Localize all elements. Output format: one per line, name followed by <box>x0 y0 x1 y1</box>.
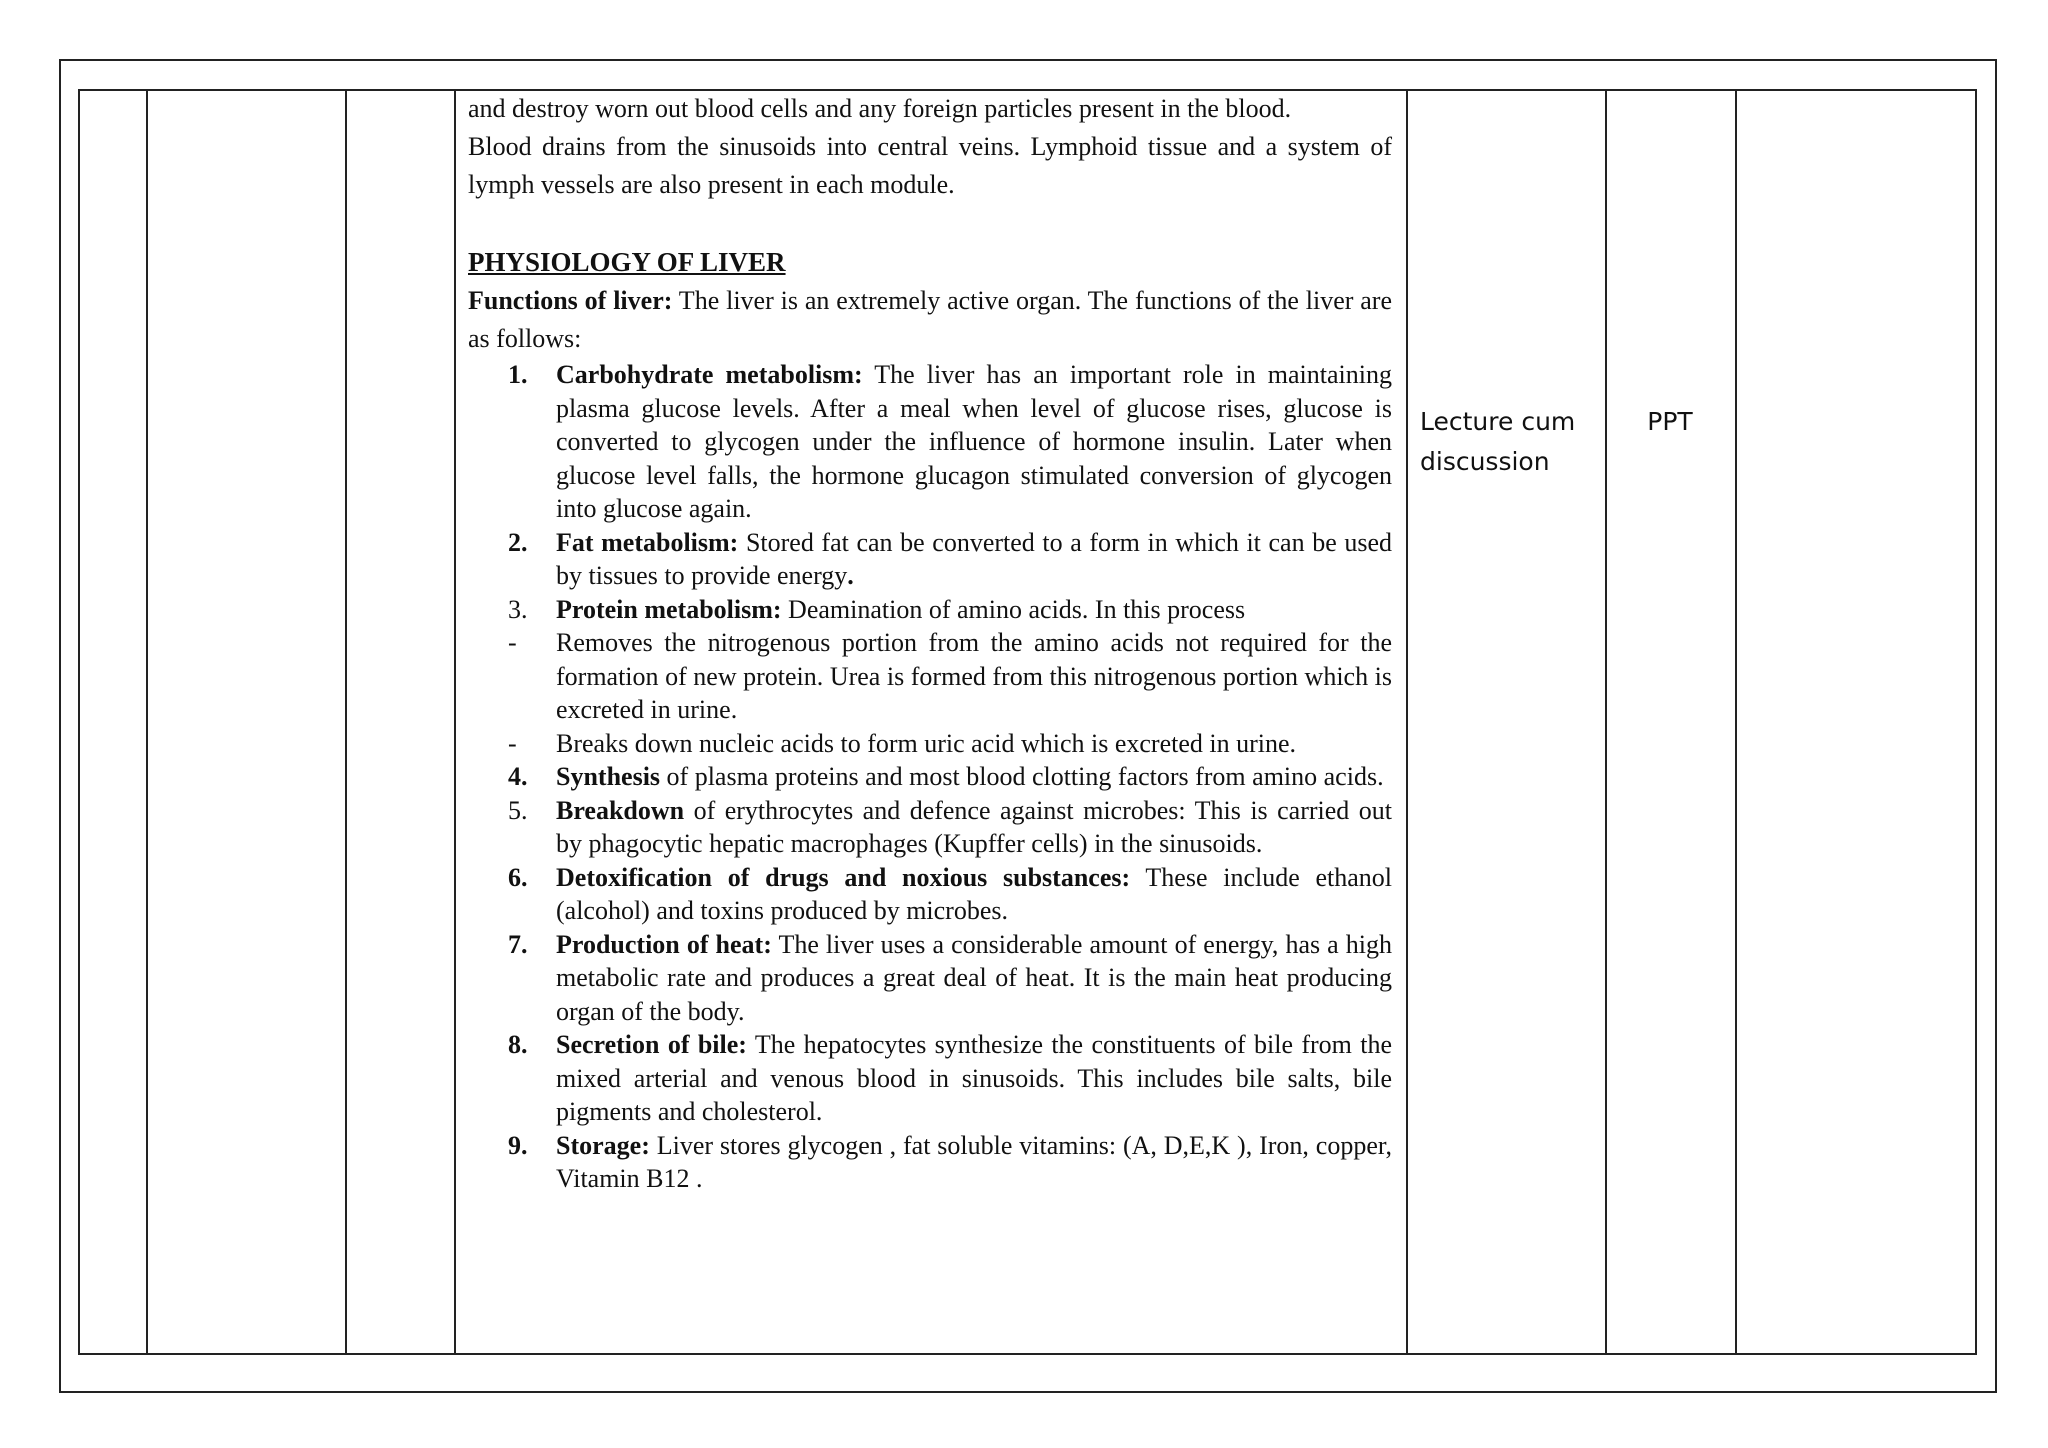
item-title: Production of heat: <box>556 929 772 959</box>
column-divider <box>1735 91 1737 1353</box>
list-item <box>468 358 1392 526</box>
column-divider <box>146 91 148 1353</box>
functions-lead: Functions of liver: <box>468 286 673 315</box>
item-number: 1. <box>508 360 528 389</box>
column-divider <box>345 91 347 1353</box>
item-text: Stored fat can be converted to a form in which it can be used by tissues to provide energy <box>556 527 1392 590</box>
teaching-method-cell <box>1420 402 1575 482</box>
teaching-method-line: Lecture cum <box>1420 407 1576 436</box>
list-item <box>468 526 1392 593</box>
item-number: 8. <box>508 1030 528 1059</box>
column-divider <box>1406 91 1408 1353</box>
item-text: The hepatocytes synthesize the constituents of bile from the mixed arterial and venous blood in sinusoids. This includes bile salts, bile pigments and cholesterol. <box>556 1030 1392 1126</box>
item-title: Storage: <box>556 1130 650 1160</box>
item-text: Removes the nitrogenous portion from the amino acids not required for the formation of new protein. Urea is formed from this nitrogenous portion which is excreted in urine. <box>556 628 1392 724</box>
list-item <box>468 861 1392 928</box>
item-title: Carbohydrate metabolism: <box>556 360 863 389</box>
item-number: 2. <box>508 527 528 557</box>
list-item <box>468 626 1392 727</box>
item-text: The liver uses a considerable amount of energy, has a high metabolic rate and produces a great deal of heat. It is the main heat producing organ of the body. <box>556 929 1392 1026</box>
item-text: of erythrocytes and defence against microbes: This is carried out by phagocytic hepatic macrophages (Kupffer cells) in the sinusoids. <box>556 795 1392 858</box>
content-cell <box>468 90 1392 1196</box>
item-number: 7. <box>508 929 528 959</box>
item-number: 6. <box>508 862 528 892</box>
teaching-method-line: discussion <box>1420 447 1550 476</box>
list-item <box>468 1028 1392 1129</box>
column-divider <box>1605 91 1607 1353</box>
list-item <box>468 760 1392 794</box>
item-title: Synthesis <box>556 762 661 791</box>
column-divider <box>454 91 456 1353</box>
list-item <box>468 928 1392 1029</box>
item-text: Deamination of amino acids. In this process <box>781 594 1246 624</box>
item-number: 4. <box>508 762 528 791</box>
intro-paragraph: and destroy worn out blood cells and any foreign particles present in the blood. <box>468 94 1292 123</box>
list-item <box>468 1129 1392 1196</box>
functions-text: The liver is an extremely active organ. The functions of the liver are as follows: <box>468 286 1393 353</box>
item-title: Detoxification of drugs and noxious substances: <box>556 862 1131 892</box>
item-title: Secretion of bile: <box>556 1030 747 1059</box>
item-text: These include ethanol (alcohol) and toxins produced by microbes. <box>556 862 1393 925</box>
item-text: Liver stores glycogen , fat soluble vitamins: (A, D,E,K ), Iron, copper, Vitamin B12 . <box>556 1130 1392 1193</box>
list-item <box>468 794 1392 861</box>
functions-intro <box>468 282 1392 358</box>
functions-list <box>468 358 1392 1196</box>
item-text: Breaks down nucleic acids to form uric acid which is excreted in urine. <box>556 728 1297 758</box>
item-trail: . <box>847 561 854 590</box>
list-item <box>468 727 1392 761</box>
item-text: of plasma proteins and most blood clotting factors from amino acids. <box>660 762 1384 791</box>
item-bullet: - <box>508 728 517 758</box>
item-text: The liver has an important role in maintaining plasma glucose levels. After a meal when level of glucose rises, glucose is converted to glycogen under the influence of hormone insulin. Later when glucose level falls, the hormone glucagon stimulated conversion of glycogen into glucose again. <box>556 360 1392 523</box>
item-title: Fat metabolism: <box>556 527 739 557</box>
item-title: Protein metabolism: <box>556 594 782 624</box>
item-number: 5. <box>508 795 528 825</box>
list-item <box>468 593 1392 627</box>
section-heading: PHYSIOLOGY OF LIVER <box>468 247 786 277</box>
item-number: 3. <box>508 594 528 624</box>
intro-paragraph: Blood drains from the sinusoids into central veins. Lymphoid tissue and a system of lymph vessels are also present in each module. <box>468 132 1392 199</box>
av-aid-cell: PPT <box>1647 407 1693 436</box>
item-title: Breakdown <box>556 795 685 825</box>
item-number: 9. <box>508 1130 528 1160</box>
item-bullet: - <box>508 628 517 657</box>
